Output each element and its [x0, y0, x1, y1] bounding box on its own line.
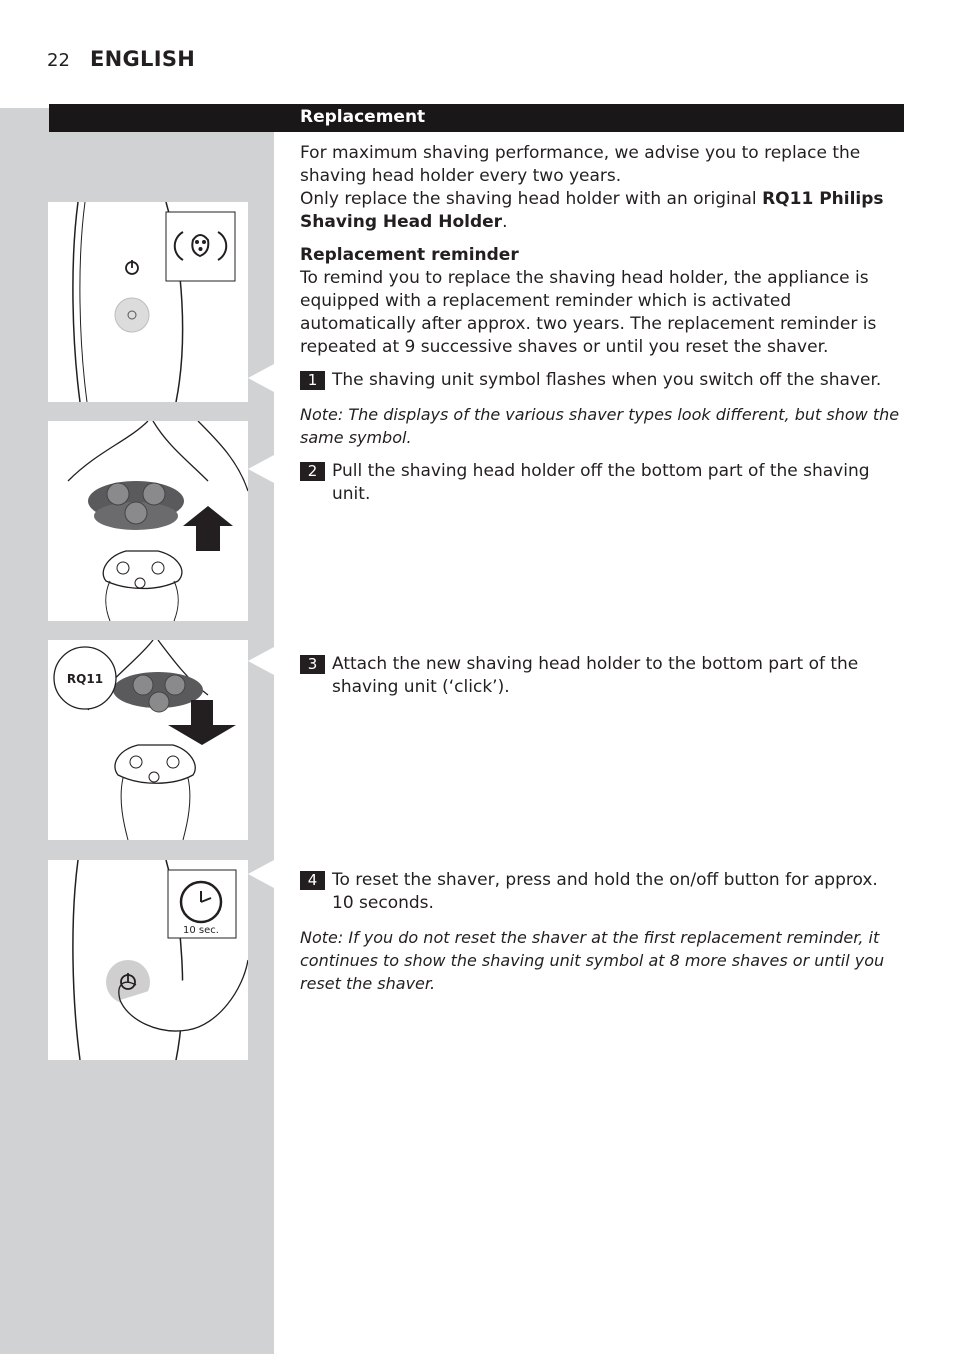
step-text: Pull the shaving head holder off the bottom part of the shaving unit.: [332, 461, 870, 504]
page-number: 22: [47, 50, 70, 71]
intro-paragraph-2: [300, 188, 900, 234]
figure-pull-holder: [48, 421, 248, 621]
step-number: 3: [300, 655, 325, 674]
figure-pointer: [248, 860, 274, 888]
figure-attach-holder: [48, 640, 248, 840]
step-item: [300, 869, 900, 915]
figure-reset-button: [48, 860, 248, 1060]
figure-pointer: [248, 455, 274, 483]
intro-suffix: .: [502, 212, 508, 232]
section-bar: [49, 104, 904, 132]
rq11-label: RQ11: [66, 672, 104, 686]
step-item: [300, 369, 900, 392]
intro-paragraph-1: For maximum shaving performance, we advise you to replace the shaving head holder every two years.: [300, 143, 861, 186]
step-item: [300, 460, 900, 506]
step-number: 4: [300, 871, 325, 890]
step-text: The shaving unit symbol flashes when you switch off the shaver.: [332, 370, 882, 390]
figure-display-symbol: [48, 202, 248, 402]
step-text: To reset the shaver, press and hold the on/off button for approx. 10 seconds.: [332, 870, 878, 913]
reminder-block: [300, 244, 900, 359]
step-number: 2: [300, 462, 325, 481]
figure-pointer: [248, 364, 274, 392]
step-number: 1: [300, 371, 325, 390]
reminder-heading: Replacement reminder: [300, 245, 519, 265]
timer-label: 10 sec.: [183, 925, 219, 936]
intro-prefix: Only replace the shaving head holder with an original: [300, 189, 763, 209]
note-2: Note: If you do not reset the shaver at the first replacement reminder, it continues to show the shaving unit symbol at 8 more shaves or until you reset the shaver.: [300, 928, 885, 993]
product-name: RQ11 Philips Shaving Head Holder: [300, 189, 884, 232]
intro-block: [300, 142, 900, 234]
section-title: Replacement: [300, 107, 426, 127]
step-item: [300, 653, 900, 699]
language-heading: ENGLISH: [90, 47, 196, 71]
figure-pointer: [248, 647, 274, 675]
reminder-body: To remind you to replace the shaving head holder, the appliance is equipped with a replacement reminder which is activated automatically after approx. two years. The replacement reminder is repeated at 9 successive shaves or until you reset the shaver.: [300, 268, 877, 357]
step-text: Attach the new shaving head holder to the bottom part of the shaving unit (‘click’).: [332, 654, 859, 697]
note-1: Note: The displays of the various shaver types look different, but show the same symbol.: [300, 405, 900, 447]
